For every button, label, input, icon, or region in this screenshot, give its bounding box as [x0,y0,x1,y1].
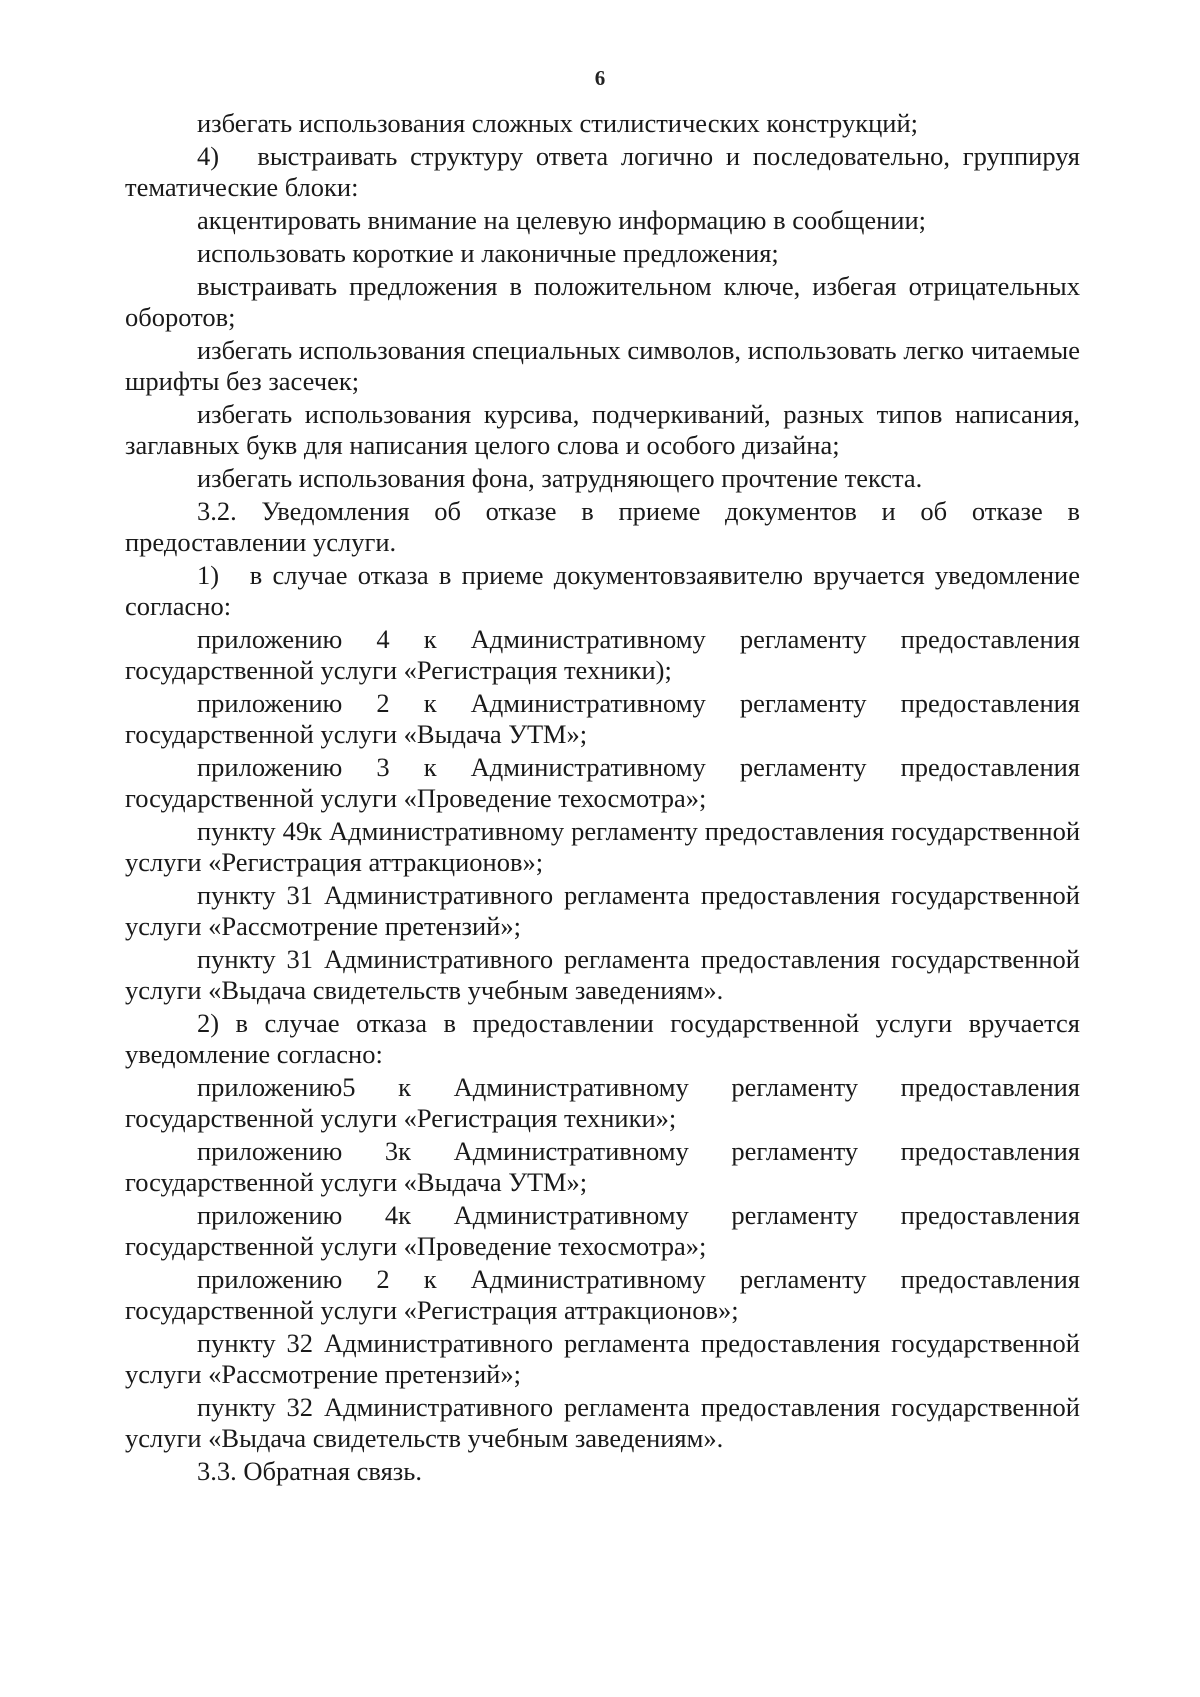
paragraph: избегать использования фона, затрудняющего прочтение текста. [197,463,923,493]
section-heading: 3.3. Обратная связь. [197,1456,422,1486]
paragraph: избегать использования сложных стилистических конструкций; [197,108,918,138]
list-item: приложению5 к Административному регламенту предоставления государственной услуги «Регистрация техники»; [125,1072,1080,1133]
list-item: приложению 2 к Административному регламенту предоставления государственной услуги «Выдача УТМ»; [125,688,1080,749]
list-item: пункту 32 Административного регламента предоставления государственной услуги «Выдача свидетельств учебным заведениям». [125,1392,1080,1453]
paragraph: 2) в случае отказа в предоставлении государственной услуги вручается уведомление согласно: [125,1008,1080,1069]
paragraph: 1) в случае отказа в приеме документовзаявителю вручается уведомление согласно: [125,560,1080,621]
paragraph: 4) выстраивать структуру ответа логично и последовательно, группируя тематические блоки: [125,141,1080,202]
list-item: приложению 2 к Административному регламенту предоставления государственной услуги «Регистрация аттракционов»; [125,1264,1080,1325]
paragraph: использовать короткие и лаконичные предложения; [197,238,779,268]
page-number: 6 [594,66,606,90]
paragraph: выстраивать предложения в положительном ключе, избегая отрицательных оборотов; [125,271,1080,332]
document-body [125,108,1080,1489]
list-item: приложению 4 к Административному регламенту предоставления государственной услуги «Регистрация техники); [125,624,1080,685]
list-item: приложению 3 к Административному регламенту предоставления государственной услуги «Проведение техосмотра»; [125,752,1080,813]
paragraph: акцентировать внимание на целевую информацию в сообщении; [197,205,927,235]
list-item: пункту 31 Административного регламента предоставления государственной услуги «Выдача свидетельств учебным заведениям». [125,944,1080,1005]
paragraph: избегать использования специальных символов, использовать легко читаемые шрифты без засечек; [125,335,1080,396]
section-heading: 3.2. Уведомления об отказе в приеме документов и об отказе в предоставлении услуги. [125,496,1080,557]
paragraph: избегать использования курсива, подчеркиваний, разных типов написания, заглавных букв для написания целого слова и особого дизайна; [125,399,1080,460]
list-item: пункту 49к Административному регламенту предоставления государственной услуги «Регистрация аттракционов»; [125,816,1080,877]
list-item: приложению 4к Административному регламенту предоставления государственной услуги «Проведение техосмотра»; [125,1200,1080,1261]
list-item: приложению 3к Административному регламенту предоставления государственной услуги «Выдача УТМ»; [125,1136,1080,1197]
list-item: пункту 31 Административного регламента предоставления государственной услуги «Рассмотрение претензий»; [125,880,1080,941]
list-item: пункту 32 Административного регламента предоставления государственной услуги «Рассмотрение претензий»; [125,1328,1080,1389]
